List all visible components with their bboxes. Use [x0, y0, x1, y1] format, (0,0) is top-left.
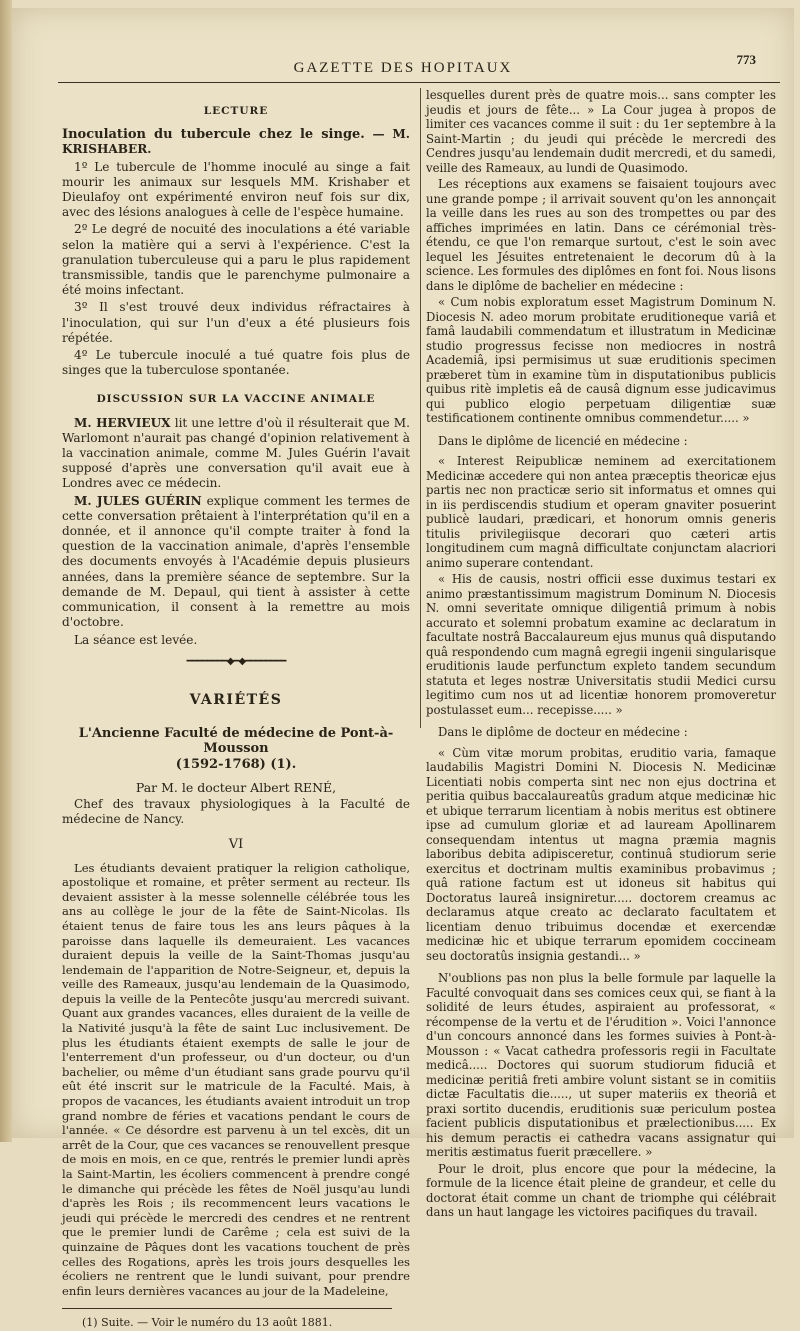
right-para-docteur-intro: Dans le diplôme de docteur en médecine :: [438, 725, 688, 739]
column-divider: [420, 88, 421, 728]
right-para-licence-intro: Dans le diplôme de licencié en médecine :: [438, 433, 688, 448]
right-para-2: Les réceptions aux examens se faisaient toujours avec une grande pompe ; il arrivait souvent qu'on les annonçait la veille dans les rues au son des trompettes ou par des affiches imprimées en latin. Dans ce cérémonial très-étendu, ce que l'on remarque surtout, c'est le soin avec lequel les Jésuites entretenaient le decorum dû à la science. Les formules des diplômes en font foi. Nous lisons dans le diplôme de bachelier en médecine :: [426, 177, 776, 293]
footnote: (1) Suite. — Voir le numéro du 13 août 1881.: [82, 1316, 333, 1330]
discussion-para-1: [62, 416, 410, 492]
right-para-droit: Pour le droit, plus encore que pour la médecine, la formule de la licence était pleine de grandeur, et celle du doctorat était comme un chant de triomphe qui célébrait dans un haut langage les victoires pacifiques du travail.: [426, 1161, 776, 1219]
footnote-rule: [62, 1308, 392, 1309]
seance-closed: La séance est levée.: [74, 632, 198, 647]
discussion-text-2: explique comment les termes de cette conversation prêtaient à l'interprétation qu'il en a donnée, et il annonce qu'il compte traiter à fond la question de la vaccination animale, d'après l'ensemble des documents envoyés à l'Académie depuis plusieurs années, dans la première séance de septembre. Sur la demande de M. Depaul, qui tient à assister à cette communication, il consent à la remettre au mois d'octobre.: [62, 493, 410, 630]
lecture-title-text: Inoculation du tubercule chez le singe.: [62, 127, 365, 143]
latin-licence-1: « Interest Reipublicæ neminem ad exercitationem Medicinæ accedere qui non antea præceptis theoricæ ejus partis nec non practicæ serio sit informatus et omnes qui in iis perdiscendis studium et operam gnaviter posuerint publicè laudari, prædicari, et honorum omnis generis titulis privilegiisque decorari quo cæteri artis longitudinem cum magnâ difficultate conjunctam alacriori animo superare contendant.: [426, 454, 776, 570]
page-header: [12, 52, 794, 80]
lecture-heading: LECTURE: [203, 105, 269, 117]
section-ornament: ━━━━━━━━◆━◆━━━━━━━━: [186, 655, 286, 667]
article-byline: Par M. le docteur Albert RENÉ,: [135, 779, 337, 795]
article-title: [62, 726, 410, 772]
newspaper-page: [12, 8, 794, 1330]
article-title-line-1: L'Ancienne Faculté de médecine de Pont-à-Mousson: [78, 726, 394, 757]
article-title-line-2: (1592-1768) (1).: [175, 756, 297, 772]
latin-licence-2: « His de causis, nostri officii esse duximus testari ex animo præstantissimum magistrum Dominum N. Diocesis N. omni severitate omnique diligentiâ primum à nobis accurato et solemni probatum examine ac declaratum in facultate nostrâ Baccalaureum ejus munus quâ disputando quâ respondendo cum magnâ egregii ingenii singularisque eruditionis laude perfunctum expleto tandem secundum statuta et leges nostræ Universitatis studii Medici cursu legitimo cum nos ut ad licentiæ honorem promoveretur postulasset eum... recepisse..... »: [426, 572, 776, 717]
lecture-author: — M. KRISHABER.: [62, 127, 410, 157]
page-number: 773: [736, 52, 756, 67]
right-column: [426, 88, 776, 1222]
speaker-guerin: M. JULES GUÉRIN: [74, 493, 202, 508]
author-affiliation: Chef des travaux physiologiques à la Faculté de médecine de Nancy.: [62, 796, 410, 827]
speaker-hervieux: M. HERVIEUX: [74, 415, 171, 430]
latin-docteur: « Cùm vitæ morum probitas, eruditio varia, famaque laudabilis Magistri Domini N. Diocesis N. Medicinæ Licentiati nobis comperta sint nec non ejus doctrina et peritia quibus baccalaureatûs gradum atque medicinæ hic et ubique terrarum licentiam à nobis meritus est obtinere ipse ad cumulum gloriæ et ad lauream Apollinarem consequendam intentus ut magna præmia magnis laboribus debita adipisceretur, continuâ studiorum serie exercitus et doctrinam multis examinibus probavimus ; quâ ratione factum est ut idoneus sit habitus qui Doctoratus laureâ insigniretur..... doctorem creamus ac declaramus atque creato ac declarato facultatem et licentiam denuo tribuimus docendæ et exercendæ medicinæ hic et ubique terrarum epomidem coccineam seu doctoratûs insignia gestandi... »: [426, 745, 776, 963]
discussion-para-2: [62, 494, 410, 631]
lecture-para-3: 3º Il s'est trouvé deux individus réfractaires à l'inoculation, qui sur l'un d'eux a été plusieurs fois répétée.: [62, 300, 410, 345]
lecture-para-1: 1º Le tubercule de l'homme inoculé au singe a fait mourir les animaux sur lesquels MM. Krishaber et Dieulafoy ont expérimenté environ neuf fois sur dix, avec des lésions analogues à celle de l'espèce humaine.: [62, 159, 410, 220]
header-rule: [58, 82, 780, 83]
right-para-1: lesquelles durent près de quatre mois... sans compter les jeudis et jours de fête... » La Cour jugea à propos de limiter ces vacances comme il suit : du 1er septembre à la Saint-Martin ; du jeudi qui précède le mercredi des Cendres jusqu'au lendemain dudit mercredi, et du samedi, veille des Rameaux, au lundi de Quasimodo.: [426, 88, 776, 175]
lecture-para-2: 2º Le degré de nocuité des inoculations a été variable selon la matière qui a servi à l'expérience. C'est la granulation tuberculeuse qui a paru le plus rapidement transmissible, tandis que le parenchyme pulmonaire a été moins infectant.: [62, 222, 410, 298]
varietes-heading: VARIÉTÉS: [189, 691, 283, 708]
latin-bachelier: « Cum nobis exploratum esset Magistrum Dominum N. Diocesis N. adeo morum probitate eruditioneque variâ et famâ laudabili commendatum et illustratum in Medicinæ studio progressus fecisse non mediocres in nostrâ Academiâ, ipsi permisimus ut suæ eruditionis specimen præberet tùm in examine tùm in disputationibus publicis quibus ritè impletis eâ de causâ dignum esse judicavimus qui publico elogio perpetuam diligentiæ suæ testificationem continente omnibus commendetur..... »: [426, 295, 776, 425]
lecture-para-4: 4º Le tubercule inoculé a tué quatre fois plus de singes que la tuberculose spontanée.: [62, 348, 410, 378]
right-para-professorat: N'oublions pas non plus la belle formule par laquelle la Faculté convoquait dans ses comices ceux qui, se fiant à la solidité de leurs études, aspiraient au professorat, « récompense de la vertu et de l'érudition ». Voici l'annonce d'un concours annoncé dans les formes suivies à Pont-à-Mousson : « Vacat cathedra professoris regii in Facultate medicâ..... Doctores qui suorum studiorum fiduciâ et medicinæ peritiâ freti ambire volunt sistant se in comitiis dictæ Facultatis die....., ut super materiis ex theoriâ et praxi sortito ducendis, eruditionis suæ periculum postea facient publicis disputationibus et prælectionibus..... Ex his demum peractis ei cathedra vacans assignatur qui meritis æstimatus fuerit præcellere. »: [426, 971, 776, 1159]
discussion-text-1: lit une lettre d'où il résulterait que M. Warlomont n'aurait pas changé d'opinion relativement à la vaccination animale, comme M. Jules Guérin l'avait supposé d'après une conversation qu'il avait eue à Londres avec ce médecin.: [62, 415, 411, 491]
section-number: VI: [228, 837, 244, 853]
left-column: [62, 104, 410, 1331]
journal-title: GAZETTE DES HOPITAUX: [293, 60, 513, 76]
lecture-title: [62, 127, 410, 157]
discussion-heading: DISCUSSION SUR LA VACCINE ANIMALE: [96, 393, 376, 406]
article-body-para: Les étudiants devaient pratiquer la religion catholique, apostolique et romaine, et prêter serment au recteur. Ils devaient assister à la messe solennelle célébrée tous les ans au collège le jour de la fête de Saint-Nicolas. Ils étaient tenus de faire tous les ans leurs pâques à la paroisse dans laquelle ils demeuraient. Les vacances duraient depuis la veille de la Saint-Thomas jusqu'au lendemain de l'apparition de Notre-Seigneur, et, depuis la veille des Rameaux, jusqu'au lendemain de la Quasimodo, depuis la veille de la Pentecôte jusqu'au mercredi suivant. Quant aux grandes vacances, elles duraient de la veille de la Nativité jusqu'à la fête de saint Luc inclusivement. De plus les étudiants étaient exempts de salle le jour de l'enterrement d'un professeur, ou d'un docteur, ou d'un bachelier, ou même d'un étudiant sans grade pourvu qu'il eût été inscrit sur le matricule de la Faculté. Mais, à propos de vacances, les étudiants avaient introduit un trop grand nombre de féries et vacations pendant le cours de l'année. « Ce désordre est parvenu à un tel excès, dit un arrêt de la Cour, que ces vacances se renouvellent presque de mois en mois, en ce que, rentrés le premier lundi après la Saint-Martin, les écoliers commencent à prendre congé le dimanche qui précède les fêtes de Noël jusqu'au lundi d'après les Rois ; ils recommencent leurs vacations le jeudi qui précède le mercredi des cendres et ne rentrent que le premier lundi de Carême ; cela est suivi de la quinzaine de Pâques dont les vacations touchent de près celles des Rogations, après les trois jours desquelles les écoliers ne rentrent que le lundi suivant, pour prendre enfin leurs dernières vacances au jour de la Madeleine,: [62, 860, 411, 1298]
page-binding-edge: [0, 0, 12, 1142]
